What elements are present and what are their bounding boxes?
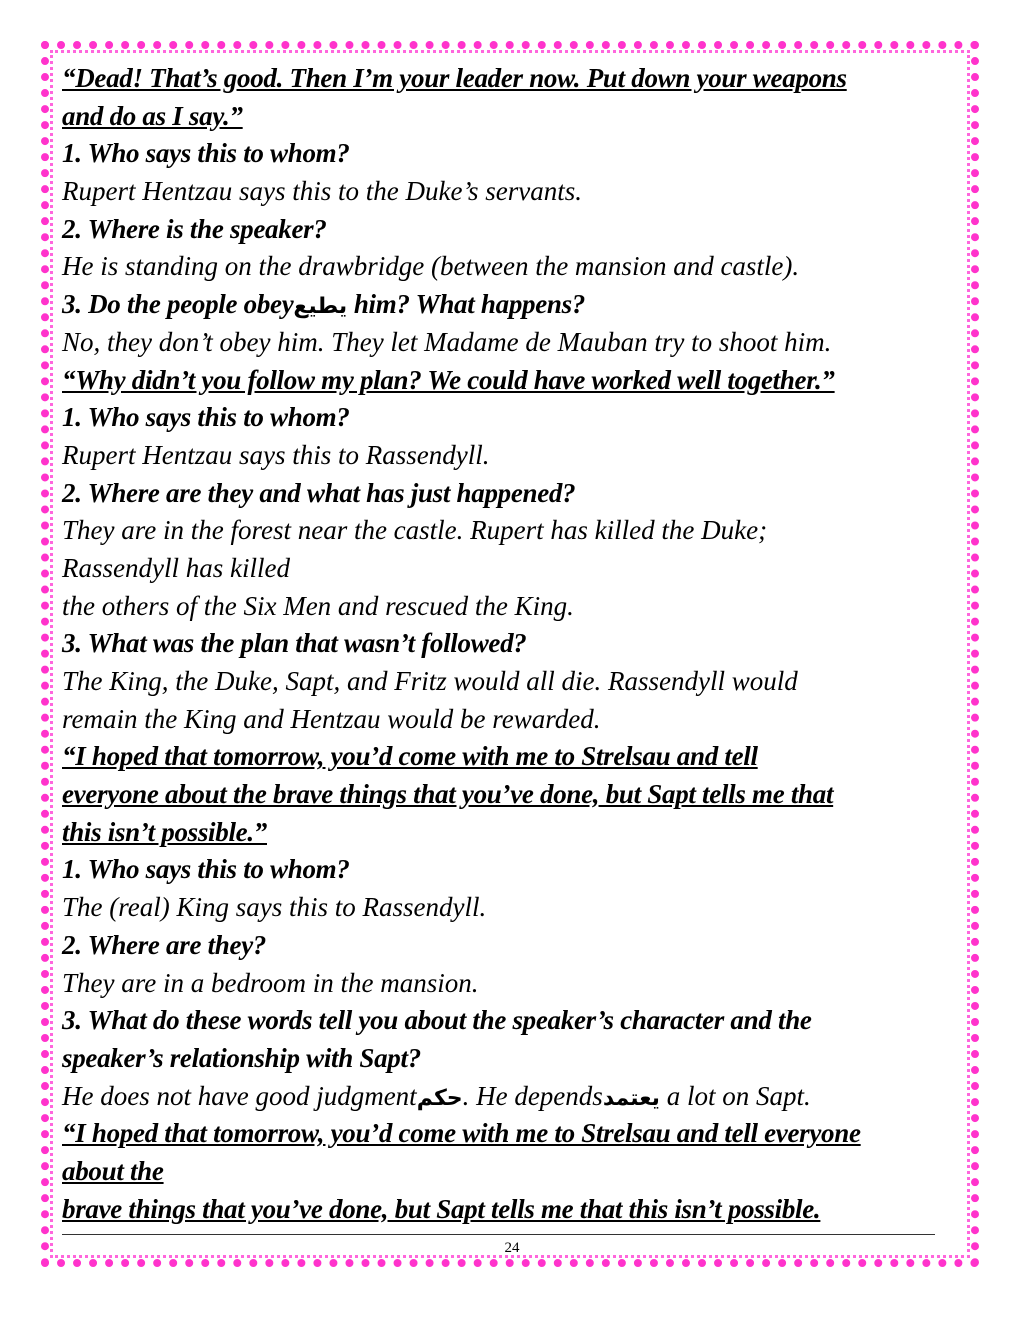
question-line — [62, 1002, 922, 1040]
line-text: Rupert Hentzau says this to Rassendyll. — [62, 439, 490, 470]
line-text: the others of the Six Men and rescued the King. — [62, 590, 574, 621]
quote-line — [62, 776, 922, 814]
line-text: 3. What do these words tell you about the speaker’s character and the — [62, 1005, 812, 1036]
line-text: “Dead! That’s good. Then I’m your leader now. Put down your weapons — [62, 63, 847, 93]
answer-line — [62, 1078, 922, 1116]
line-text: . He depends — [462, 1080, 603, 1111]
answer-line — [62, 550, 922, 588]
line-text: The (real) King says this to Rassendyll. — [62, 892, 487, 923]
line-text: 1. Who says this to whom? — [62, 138, 350, 169]
line-text: 2. Where are they and what has just happened? — [62, 477, 576, 508]
line-text: 2. Where are they? — [62, 929, 267, 960]
quote-line — [62, 98, 922, 136]
question-line — [62, 475, 922, 513]
arabic-gloss: يعتمد — [602, 1085, 660, 1111]
line-text: brave things that you’ve done, but Sapt tells me that this isn’t possible. — [62, 1193, 821, 1224]
line-text: “I hoped that tomorrow, you’d come with me to Strelsau and tell everyone — [62, 1118, 861, 1149]
answer-line — [62, 701, 922, 739]
line-text: 1. Who says this to whom? — [62, 402, 350, 433]
question-line — [62, 851, 922, 889]
line-text: They are in the forest near the castle. Rupert has killed the Duke; — [62, 515, 768, 546]
quote-line — [62, 1153, 922, 1191]
line-text: He does not have good judgment — [62, 1080, 417, 1111]
answer-line — [62, 437, 922, 475]
line-text: speaker’s relationship with Sapt? — [62, 1042, 421, 1073]
quote-line — [62, 1115, 922, 1153]
line-text: He is standing on the drawbridge (between the mansion and castle). — [62, 251, 800, 282]
quote-line — [62, 814, 922, 852]
answer-line — [62, 965, 922, 1003]
line-text: him? What happens? — [347, 289, 586, 320]
page-content — [62, 60, 922, 1228]
line-text: a lot on Sapt. — [659, 1080, 811, 1111]
quote-line — [62, 60, 922, 98]
arabic-gloss: يطيع — [293, 294, 348, 320]
answer-line — [62, 889, 922, 927]
answer-line — [62, 324, 922, 362]
quote-line — [62, 1191, 922, 1229]
line-text: 3. Do the people obey — [62, 289, 294, 320]
quote-line — [62, 738, 922, 776]
question-line — [62, 211, 922, 249]
line-text: “I hoped that tomorrow, you’d come with me to Strelsau and tell — [62, 741, 758, 772]
question-line — [62, 399, 922, 437]
line-text: and do as I say.” — [62, 100, 243, 131]
line-text: The King, the Duke, Sapt, and Fritz would all die. Rassendyll would — [62, 666, 798, 696]
answer-line — [62, 663, 922, 701]
line-text: 2. Where is the speaker? — [62, 213, 327, 244]
question-line — [62, 135, 922, 173]
answer-line — [62, 248, 922, 286]
line-text: No, they don’t obey him. They let Madame de Mauban try to shoot him. — [62, 326, 832, 357]
answer-line — [62, 512, 922, 550]
line-text: 3. What was the plan that wasn’t followed? — [62, 628, 527, 659]
arabic-gloss: حكم — [416, 1085, 463, 1111]
quote-line — [62, 362, 922, 400]
footer-rule — [62, 1234, 935, 1235]
line-text: everyone about the brave things that you’ve done, but Sapt tells me that — [62, 779, 834, 810]
page-number: 24 — [504, 1240, 520, 1256]
line-text: remain the King and Hentzau would be rewarded. — [62, 703, 601, 734]
question-line — [62, 286, 922, 324]
line-text: “Why didn’t you follow my plan? We could have worked well together.” — [62, 364, 835, 395]
question-line — [62, 625, 922, 663]
line-text: this isn’t possible.” — [62, 816, 267, 847]
line-text: They are in a bedroom in the mansion. — [62, 967, 479, 998]
line-text: 1. Who says this to whom? — [62, 854, 350, 885]
question-line — [62, 1040, 922, 1078]
answer-line — [62, 588, 922, 626]
line-text: about the — [62, 1155, 164, 1186]
line-text: Rassendyll has killed — [62, 552, 290, 583]
question-line — [62, 927, 922, 965]
answer-line — [62, 173, 922, 211]
line-text: Rupert Hentzau says this to the Duke’s servants. — [62, 176, 582, 207]
